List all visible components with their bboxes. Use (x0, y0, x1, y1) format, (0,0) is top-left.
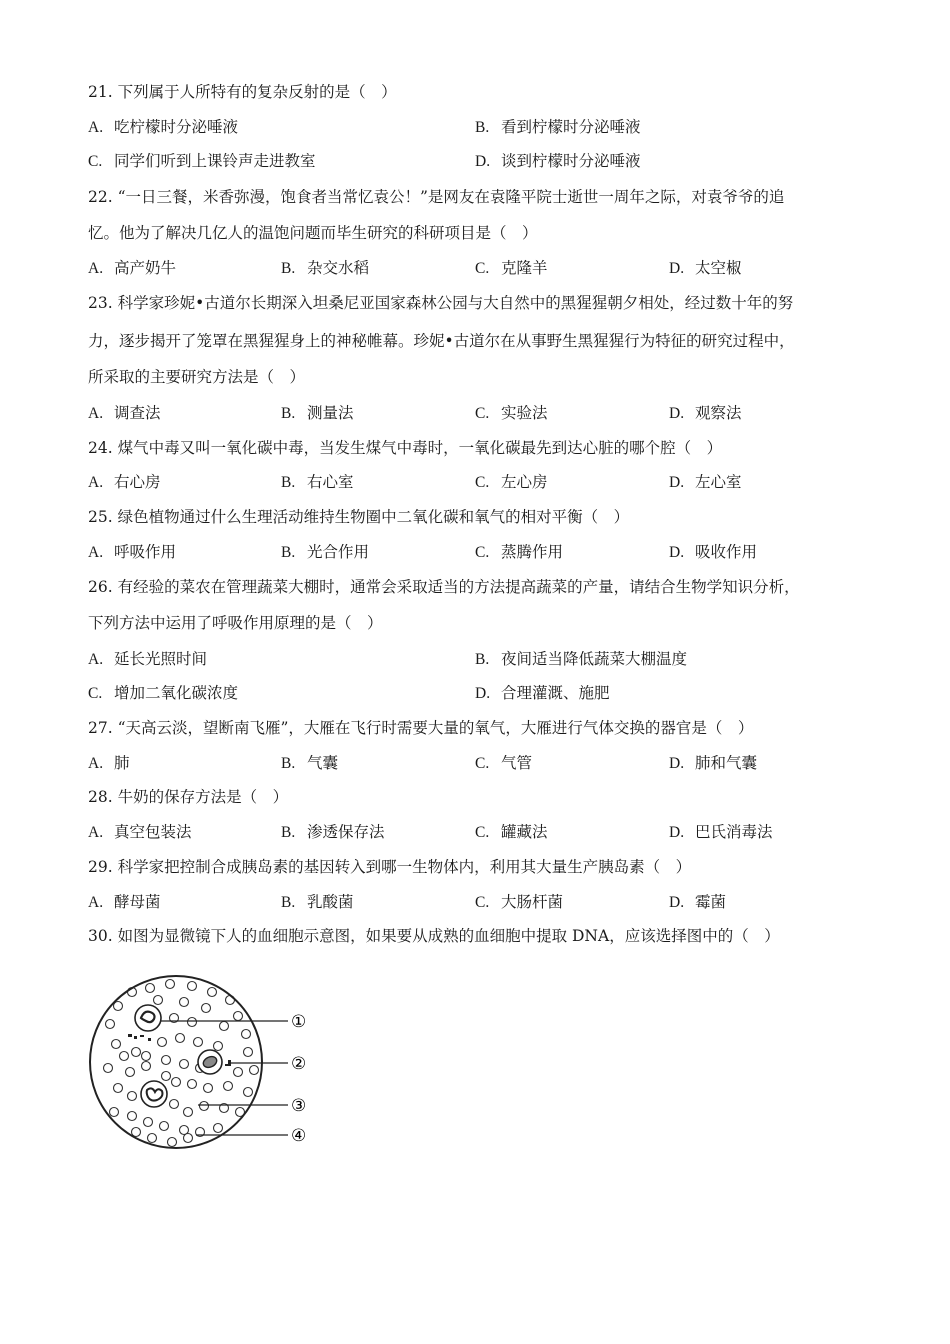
q26-option-b[interactable]: B. 夜间适当降低蔬菜大棚温度 (475, 650, 688, 668)
red-blood-cell (208, 988, 217, 997)
red-blood-cell (184, 1134, 193, 1143)
q21-option-d[interactable]: D. 谈到柠檬时分泌唾液 (475, 152, 641, 170)
red-blood-cell (126, 1068, 135, 1077)
question-26-stem-line-1: 26. 有经验的菜农在管理蔬菜大棚时，通常会采取适当的方法提高蔬菜的产量，请结合生物学知识分析， (88, 578, 800, 596)
red-blood-cell (166, 980, 175, 989)
red-blood-cell (144, 1118, 153, 1127)
white-blood-cell-1 (135, 1005, 161, 1031)
red-blood-cell (242, 1030, 251, 1039)
q22-option-b[interactable]: B. 杂交水稻 (281, 259, 370, 277)
red-blood-cell (180, 1060, 189, 1069)
red-blood-cell (162, 1056, 171, 1065)
red-blood-cell (202, 1004, 211, 1013)
red-blood-cell (168, 1138, 177, 1147)
q26-option-d[interactable]: D. 合理灌溉、施肥 (475, 684, 610, 702)
red-blood-cell (204, 1084, 213, 1093)
red-blood-cell (244, 1048, 253, 1057)
question-26-stem-line-2: 下列方法中运用了呼吸作用原理的是（ ） (88, 614, 383, 632)
white-blood-cell-2 (198, 1050, 222, 1074)
red-blood-cell (194, 1038, 203, 1047)
red-blood-cell (120, 1052, 129, 1061)
red-blood-cell (158, 1038, 167, 1047)
q28-option-c[interactable]: C. 罐藏法 (475, 823, 548, 841)
red-blood-cell (184, 1108, 193, 1117)
red-blood-cell (154, 996, 163, 1005)
q29-option-c[interactable]: C. 大肠杆菌 (475, 893, 564, 911)
label-2: ② (291, 1054, 307, 1074)
red-blood-cell (160, 1122, 169, 1131)
red-blood-cell (146, 984, 155, 993)
red-blood-cell (200, 1102, 209, 1111)
red-blood-cell (180, 998, 189, 1007)
question-29-stem: 29. 科学家把控制合成胰岛素的基因转入到哪一生物体内，利用其大量生产胰岛素（ ） (88, 858, 692, 876)
red-blood-cell (250, 1066, 259, 1075)
red-blood-cell (162, 1072, 171, 1081)
q27-option-d[interactable]: D. 肺和气囊 (669, 754, 758, 772)
label-1: ① (291, 1012, 307, 1032)
q27-option-c[interactable]: C. 气管 (475, 754, 533, 772)
question-23-stem-line-1: 23. 科学家珍妮•古道尔长期深入坦桑尼亚国家森林公园与大自然中的黑猩猩朝夕相处，经过数十年的努 (88, 294, 794, 312)
q27-option-a[interactable]: A. 肺 (88, 754, 130, 772)
q23-option-c[interactable]: C. 实验法 (475, 404, 548, 422)
q22-option-d[interactable]: D. 太空椒 (669, 259, 742, 277)
q24-option-c[interactable]: C. 左心房 (475, 473, 548, 491)
q28-option-d[interactable]: D. 巴氏消毒法 (669, 823, 773, 841)
red-blood-cell (110, 1108, 119, 1117)
question-21-stem: 21. 下列属于人所特有的复杂反射的是（ ） (88, 83, 397, 101)
red-blood-cell (170, 1100, 179, 1109)
red-blood-cell (188, 982, 197, 991)
question-22-stem-line-2: 忆。他为了解决几亿人的温饱问题而毕生研究的科研项目是（ ） (88, 224, 538, 242)
question-27-stem: 27. “天高云淡，望断南飞雁”，大雁在飞行时需要大量的氧气，大雁进行气体交换的器官是（ ） (88, 719, 754, 737)
q27-option-b[interactable]: B. 气囊 (281, 754, 339, 772)
q25-option-a[interactable]: A. 呼吸作用 (88, 543, 177, 561)
q29-option-b[interactable]: B. 乳酸菌 (281, 893, 354, 911)
red-blood-cell (234, 1068, 243, 1077)
red-blood-cell (132, 1128, 141, 1137)
q22-option-c[interactable]: C. 克隆羊 (475, 259, 548, 277)
q24-option-a[interactable]: A. 右心房 (88, 473, 161, 491)
q23-option-a[interactable]: A. 调查法 (88, 404, 161, 422)
red-blood-cell (214, 1124, 223, 1133)
red-blood-cell (106, 1020, 115, 1029)
white-blood-cell-3 (141, 1081, 167, 1107)
q29-option-a[interactable]: A. 酵母菌 (88, 893, 161, 911)
q25-option-b[interactable]: B. 光合作用 (281, 543, 370, 561)
red-blood-cell (132, 1048, 141, 1057)
q24-option-b[interactable]: B. 右心室 (281, 473, 354, 491)
q22-option-a[interactable]: A. 高产奶牛 (88, 259, 177, 277)
red-blood-cell (176, 1034, 185, 1043)
q28-option-a[interactable]: A. 真空包装法 (88, 823, 192, 841)
question-22-stem-line-1: 22. “一日三餐，米香弥漫，饱食者当常忆袁公！”是网友在袁隆平院士逝世一周年之际，对袁爷爷的追 (88, 188, 785, 206)
q26-option-c[interactable]: C. 增加二氧化碳浓度 (88, 684, 239, 702)
q28-option-b[interactable]: B. 渗透保存法 (281, 823, 385, 841)
red-blood-cell (244, 1088, 253, 1097)
red-blood-cell (220, 1022, 229, 1031)
question-30-stem: 30. 如图为显微镜下人的血细胞示意图，如果要从成熟的血细胞中提取 DNA，应该选择图中的（ ） (88, 927, 780, 945)
red-blood-cell (172, 1078, 181, 1087)
red-blood-cell (188, 1018, 197, 1027)
q23-option-d[interactable]: D. 观察法 (669, 404, 742, 422)
red-blood-cell (142, 1052, 151, 1061)
blood-cell-figure (88, 972, 328, 1152)
q21-option-c[interactable]: C. 同学们听到上课铃声走进教室 (88, 152, 316, 170)
red-blood-cell (234, 1012, 243, 1021)
red-blood-cell (104, 1064, 113, 1073)
red-blood-cell (214, 1042, 223, 1051)
question-23-stem-line-3: 所采取的主要研究方法是（ ） (88, 368, 306, 386)
red-blood-cell (112, 1040, 121, 1049)
red-blood-cell (148, 1134, 157, 1143)
q29-option-d[interactable]: D. 霉菌 (669, 893, 727, 911)
question-25-stem: 25. 绿色植物通过什么生理活动维持生物圈中二氧化碳和氧气的相对平衡（ ） (88, 508, 630, 526)
q21-option-b[interactable]: B. 看到柠檬时分泌唾液 (475, 118, 641, 136)
q26-option-a[interactable]: A. 延长光照时间 (88, 650, 208, 668)
blood-cell-diagram (88, 972, 328, 1152)
label-4: ④ (291, 1126, 307, 1146)
red-blood-cell (128, 1092, 137, 1101)
label-3: ③ (291, 1096, 307, 1116)
q25-option-d[interactable]: D. 吸收作用 (669, 543, 758, 561)
red-blood-cell (128, 1112, 137, 1121)
red-blood-cell (188, 1080, 197, 1089)
microscope-field-circle (90, 976, 262, 1148)
question-24-stem: 24. 煤气中毒又叫一氧化碳中毒，当发生煤气中毒时，一氧化碳最先到达心脏的哪个腔（ ） (88, 439, 723, 457)
q24-option-d[interactable]: D. 左心室 (669, 473, 742, 491)
q25-option-c[interactable]: C. 蒸腾作用 (475, 543, 564, 561)
red-blood-cell (224, 1082, 233, 1091)
question-23-stem-line-2: 力，逐步揭开了笼罩在黑猩猩身上的神秘帷幕。珍妮•古道尔在从事野生黑猩猩行为特征的研究过程中， (88, 332, 795, 350)
q21-option-a[interactable]: A. 吃柠檬时分泌唾液 (88, 118, 239, 136)
red-blood-cell (114, 1084, 123, 1093)
question-28-stem: 28. 牛奶的保存方法是（ ） (88, 788, 289, 806)
q23-option-b[interactable]: B. 测量法 (281, 404, 354, 422)
red-blood-cell (142, 1062, 151, 1071)
